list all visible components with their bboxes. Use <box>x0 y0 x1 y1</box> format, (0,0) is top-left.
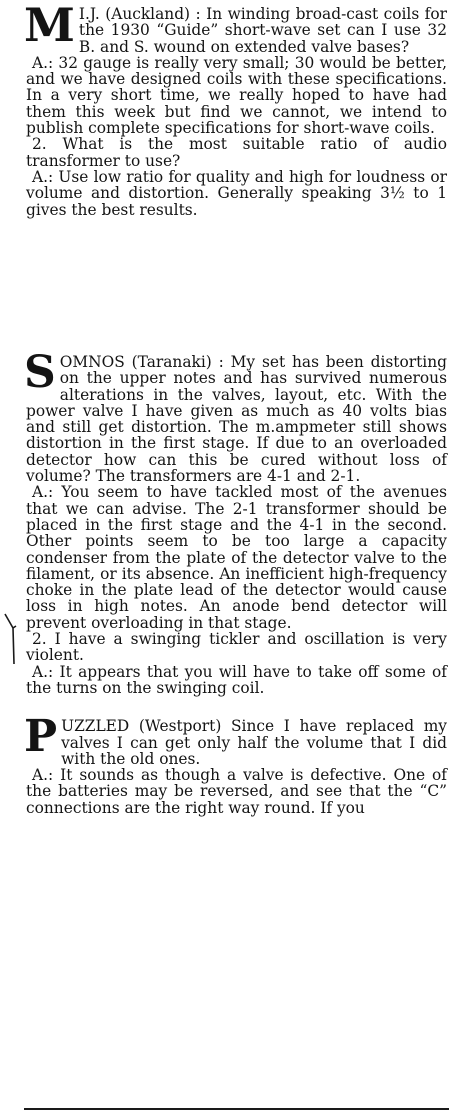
query-entry-2 <box>24 347 447 697</box>
entry-1-answer-2: A.: Use low ratio for quality and high for loudness or volume and distortion. Generally speaking 3½ to 1 gives the best results. <box>26 167 447 219</box>
entry-2-answer-2: A.: It appears that you will have to take off some of the turns on the swinging coil. <box>26 662 447 697</box>
entry-1-answer-1: A.: 32 gauge is really very small; 30 would be better, and we have designed coils with these specifications. In a very short time, we really hoped to have had them this week but find we cannot, we intend to publish complete specifications for short-wave coils. <box>26 53 447 138</box>
entry-1-dropcap: M <box>24 0 75 52</box>
entry-3-question-text: UZZLED (Westport) Since I have replaced my valves I can get only half the volume that I did with the old ones. <box>61 717 447 768</box>
column-bottom-rule <box>24 1108 449 1110</box>
entry-2-question-2: 2. I have a swinging tickler and oscillation is very violent. <box>26 630 447 665</box>
entry-2-dropcap: S <box>24 347 56 398</box>
entry-1-question <box>24 0 447 56</box>
entry-1-question-2: 2. What is the most suitable ratio of audio transformer to use? <box>26 135 447 170</box>
entry-3-question <box>24 711 447 768</box>
query-entry-3 <box>24 711 447 817</box>
entry-3-answer-1: A.: It sounds as though a valve is defective. One of the batteries may be reversed, and see that the “C” connections are the right way round. If you <box>26 766 447 817</box>
entry-2-question-text: OMNOS (Taranaki) : My set has been distorting on the upper notes and has survived numerous alterations in the valves, layout, etc. With the power valve I have given as much as 40 volts bias and still get distortion. The m.ampmeter still shows distortion in the first stage. If due to an overloaded detector how can this be cured without loss of volume? The transformers are 4-1 and 2-1. <box>26 353 447 486</box>
entry-2-question <box>24 347 447 486</box>
margin-mark-icon <box>4 612 18 666</box>
query-entry-1 <box>24 0 447 354</box>
entry-1-question-text: I.J. (Auckland) : In winding broad-cast coils for the 1930 “Guide” short-wave set can I use 32 B. and S. wound on extended valve bases? <box>78 5 447 56</box>
entry-3-dropcap: P <box>24 711 58 763</box>
entry-2-answer-1: A.: You seem to have tackled most of the avenues that we can advise. The 2-1 transformer should be placed in the first stage and the 4-1 in the second. Other points seem to be too large a capacity condenser from the plate of the detector valve to the filament, or its absence. An inefficient high-frequency choke in the plate lead of the detector would cause loss in high notes. An anode bend detector will prevent overloading in that stage. <box>26 483 447 632</box>
